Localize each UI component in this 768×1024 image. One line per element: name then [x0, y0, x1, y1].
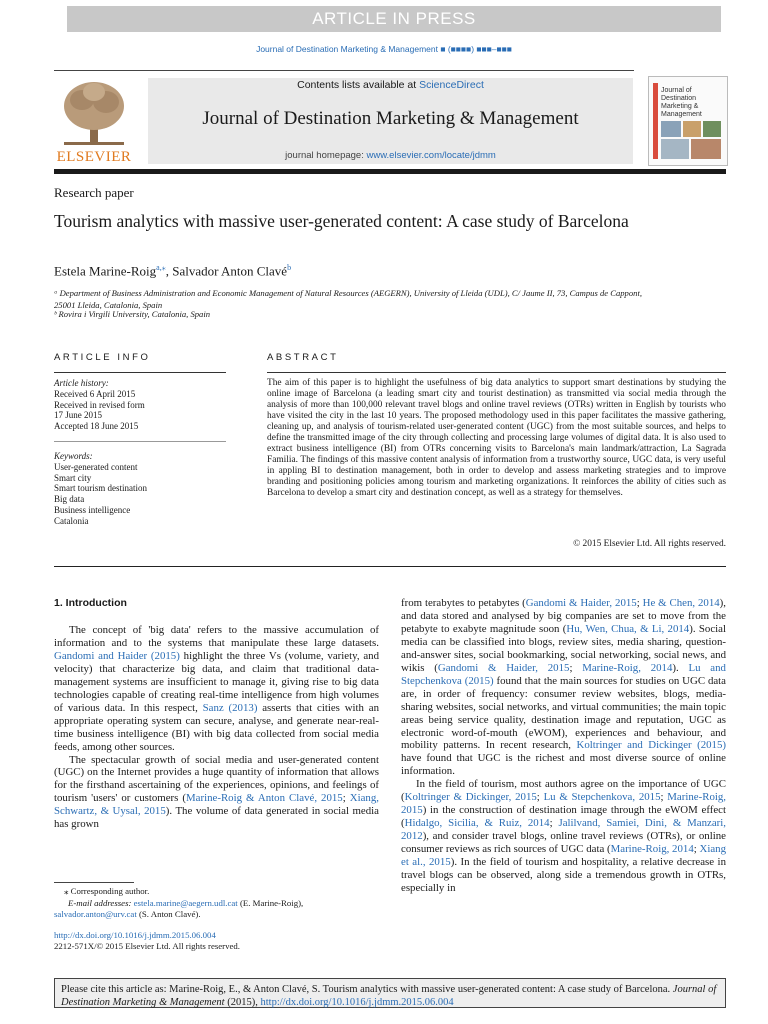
keywords — [54, 451, 226, 527]
cover-title: Journal of Destination Marketing & Management — [661, 87, 702, 118]
cover-collage-icon — [649, 77, 727, 165]
abstract-copyright: © 2015 Elsevier Ltd. All rights reserved. — [573, 539, 726, 549]
citation-link[interactable]: He & Chen, 2014 — [642, 597, 720, 609]
citation-link[interactable]: Sanz (2013) — [202, 701, 258, 714]
history-label: Article history: — [54, 378, 109, 388]
affiliation-a: ᵃ Department of Business Administration and Economic Management of Natural Resources (AEGERN), University of Lleida (UDL), C/ Jaume II, 73, Campus de Cappont, 25001 Lleida, Catalonia, Spain — [54, 288, 642, 310]
author-2[interactable]: Salvador Anton Clavé — [172, 263, 288, 279]
corresponding-author: ⁎ Corresponding author. — [64, 886, 150, 896]
journal-cover — [648, 76, 728, 166]
footnote-rule — [54, 882, 134, 883]
author-1-affiliation[interactable]: a,⁎ — [156, 263, 166, 272]
history-line: Received in revised form — [54, 399, 145, 410]
article-info-heading: ARTICLE INFO — [54, 352, 151, 363]
abstract-heading: ABSTRACT — [267, 352, 339, 363]
homepage-link[interactable]: www.elsevier.com/locate/jdmm — [366, 150, 496, 161]
citation-link[interactable]: Marine-Roig, 2014 — [582, 661, 673, 674]
paragraph: In the field of tourism, most authors agree on the importance of UGC (Koltringer & Dickinger, 2015; Lu & Stepchenkova, 2015; Marine-Roig, 2015) in the construction of destination image through the eWOM effect (Hidalgo, Sicilia, & Ruiz, 2014; Jalilvand, Samiei, Dini, & Manzari, 2012), and consider travel blogs, online travel reviews (OTRs), or online consumer reviews as rich sources of UGC data (Marine-Roig, 2014; Xiang et al., 2015). In the field of tourism and hospitality, a relative decrease in travel blogs can be observed, along side a tremendous growth in OTRs, especially in — [401, 778, 727, 894]
author-list — [54, 263, 291, 279]
info-rule — [54, 372, 226, 373]
citation-link[interactable]: Xiang, Schwartz, & Uysal, 2015 — [54, 792, 379, 818]
doi-link[interactable]: http://dx.doi.org/10.1016/j.jdmm.2015.06.004 — [54, 929, 216, 940]
masthead-thick-rule — [54, 169, 726, 174]
citation-doi-link[interactable]: http://dx.doi.org/10.1016/j.jdmm.2015.06.004 — [260, 997, 454, 1008]
citation-link[interactable]: Gandomi & Haider, 2015 — [525, 597, 637, 609]
homepage-label: journal homepage: — [285, 150, 367, 161]
elsevier-logo — [54, 76, 134, 166]
paragraph: from terabytes to petabytes (Gandomi & Haider, 2015; He & Chen, 2014), and data stored and analysed by big companies are set to move from the petabyte to exabyte magnitude soon (Hu, Wen, Chua, & Li, 2014). Social media can be classified into blogs, review sites, media sharing, question-and-answer sites, social bookmarking, social networking, social news, and wikis (Gandomi & Haider, 2015; Marine-Roig, 2014). Lu and Stepchenkova (2015) found that the main sources for studies on UGC data are, in order of frequency: consumer review websites, blogs, media-sharing websites, social networks, and virtual communities; the main topic areas being service quality, destination image and reputation, UGC as electronic word-of-mouth (eWOM), experiences and behaviour, and mobility patterns. In recent research, Koltringer and Dickinger (2015) have found that UGC is the richest and most diverse source of online information. — [401, 597, 727, 778]
keyword: Big data — [54, 494, 85, 505]
citation-prefix: Please cite this article as: Marine-Roig, E., & Anton Clavé, S. Tourism analytics with massive user-generated content: A case study of Barcelona. — [61, 984, 673, 995]
citation-link[interactable]: Marine-Roig, 2015 — [401, 791, 727, 817]
email-link[interactable]: salvador.anton@urv.cat — [54, 909, 137, 919]
footnotes — [54, 886, 384, 953]
keyword: Smart tourism destination — [54, 483, 147, 494]
citation-link[interactable]: Marine-Roig, 2014 — [610, 843, 694, 856]
header-rule — [54, 70, 634, 71]
history-line: 17 June 2015 — [54, 410, 102, 421]
history-line: Received 6 April 2015 — [54, 388, 136, 399]
email-line: E-mail addresses: estela.marine@aegern.udl.cat (E. Marine-Roig), — [68, 897, 304, 908]
sciencedirect-link[interactable]: ScienceDirect — [419, 79, 484, 91]
citation-link[interactable]: Koltringer & Dickinger, 2015 — [404, 791, 537, 804]
article-title: Tourism analytics with massive user-generated content: A case study of Barcelona — [54, 211, 629, 231]
article-type: Research paper — [54, 185, 134, 200]
email-label: E-mail addresses: — [68, 897, 134, 908]
author-2-affiliation[interactable]: b — [287, 263, 292, 272]
contents-line — [148, 79, 633, 91]
citation-link[interactable]: Jalilvand, Samiei, Dini, & Manzari, 2012 — [401, 817, 726, 843]
citation-link[interactable]: Hidalgo, Sicilia, & Ruiz, 2014 — [404, 817, 550, 830]
citation-link[interactable]: Gandomi & Haider, 2015 — [437, 661, 570, 674]
abstract-text: The aim of this paper is to highlight the usefulness of big data analytics to support smart destinations by studying the online image of Barcelona (a leading smart city and tourist destination) as transmitted via social media through the analysis of more than 100,000 relevant travel blogs and online travel reviews (OTRs) written in English by tourists who have visited the city in the last 10 years. The proposed methodology used in this paper facilitates the massive gathering, cleaning up, and analysis of tourism-related user-generated content (UGC) from the most suitable sources, and helps to define the transmitted image of the city through collecting and processing large volumes of digital data. It is also used to extract business intelligence (BI) from OTRs concerning visits to Barcelona's main landmark/attraction, La Sagrada Familia. The findings of this massive content analysis of information from a trustworthy source, UGC data, is very useful in appling BI to destination management, both in order to develop and assess marketing strategies and to improve branding and positioning policies among tourism and marketing organizations. It reinforces the ability of cities such as Barcelona to develop a smart city and destination concept, as well as a strategy for themselves. — [267, 378, 726, 498]
paragraph: The spectacular growth of social media and user-generated content (UGC) on the Internet provides a huge quantity of information that allows for the firsthand ascertaining of the experiences, opinions, and feelings of tourism 'users' or customers (Marine-Roig & Anton Clavé, 2015; Xiang, Schwartz, & Uysal, 2015). The volume of data generated in social media has grown — [54, 753, 379, 831]
issn-line: 2212-571X/© 2015 Elsevier Ltd. All rights reserved. — [54, 941, 241, 951]
citation-link[interactable]: Gandomi and Haider (2015) — [54, 649, 180, 662]
keyword: User-generated content — [54, 461, 138, 472]
citation-link[interactable]: Hu, Wen, Chua, & Li, 2014 — [566, 622, 690, 635]
keyword: Business intelligence — [54, 504, 131, 515]
citation-link[interactable]: Koltringer and Dickinger (2015) — [576, 739, 727, 752]
citation-link[interactable]: Lu & Stepchenkova, 2015 — [543, 791, 661, 804]
author-separator: , — [165, 263, 173, 279]
email-link[interactable]: estela.marine@aegern.udl.cat — [133, 897, 238, 908]
keyword: Smart city — [54, 472, 92, 483]
paragraph: The concept of 'big data' refers to the massive accumulation of information and to the systems that manipulate these large datasets. Gandomi and Haider (2015) highlight the three Vs (volume, variety, and velocity) that characterize big data, and claim that traditional data-management systems are insufficient to manage it, giving rise to big data technologies capable of creating real-time intelligence from high volumes of various data. In this respect, Sanz (2013) asserts that cities with an appropriate operating system can secure, analyse, and generate near-real-time business intelligence (BI) with big data collected from social media feeds, among other sources. — [54, 624, 380, 753]
citation-link[interactable]: Lu and Stepchenkova (2015) — [401, 661, 726, 687]
citation-link[interactable]: Xiang et al., 2015 — [401, 843, 726, 869]
contents-prefix: Contents lists available at — [297, 79, 420, 91]
citation-link[interactable]: Marine-Roig & Anton Clavé, 2015 — [186, 792, 343, 805]
article-history — [54, 378, 226, 432]
body-column-right — [401, 597, 726, 895]
journal-title: Journal of Destination Marketing & Management — [202, 108, 579, 129]
journal-issue-link[interactable]: Journal of Destination Marketing & Management ■ (■■■■) ■■■–■■■ — [256, 44, 512, 54]
citation-box: Please cite this article as: Marine-Roig, E., & Anton Clavé, S. Tourism analytics with massive user-generated content: A case study of Barcelona. Journal of Destination Marketing & Management (2015), http://dx.doi.org/10.1016/j.jdmm.2015.06.004 — [54, 978, 726, 1008]
author-1[interactable]: Estela Marine-Roig — [54, 263, 157, 279]
affiliation-b: ᵇ Rovira i Virgili University, Catalonia, Spain — [54, 309, 211, 319]
publisher-name: ELSEVIER — [56, 149, 132, 165]
section-heading: 1. Introduction — [54, 597, 127, 609]
info-divider — [54, 441, 226, 442]
abstract-rule — [267, 372, 726, 373]
keyword: Catalonia — [54, 515, 89, 526]
history-line: Accepted 18 June 2015 — [54, 421, 139, 432]
email-line: salvador.anton@urv.cat (S. Anton Clavé). — [54, 909, 201, 919]
keywords-label: Keywords: — [54, 451, 93, 461]
homepage-line — [148, 150, 633, 161]
article-in-press-banner: ARTICLE IN PRESS — [67, 6, 721, 32]
citation-journal: Journal of Destination Marketing & Management — [61, 984, 717, 1008]
body-rule — [54, 566, 726, 567]
body-column-left — [54, 624, 379, 831]
